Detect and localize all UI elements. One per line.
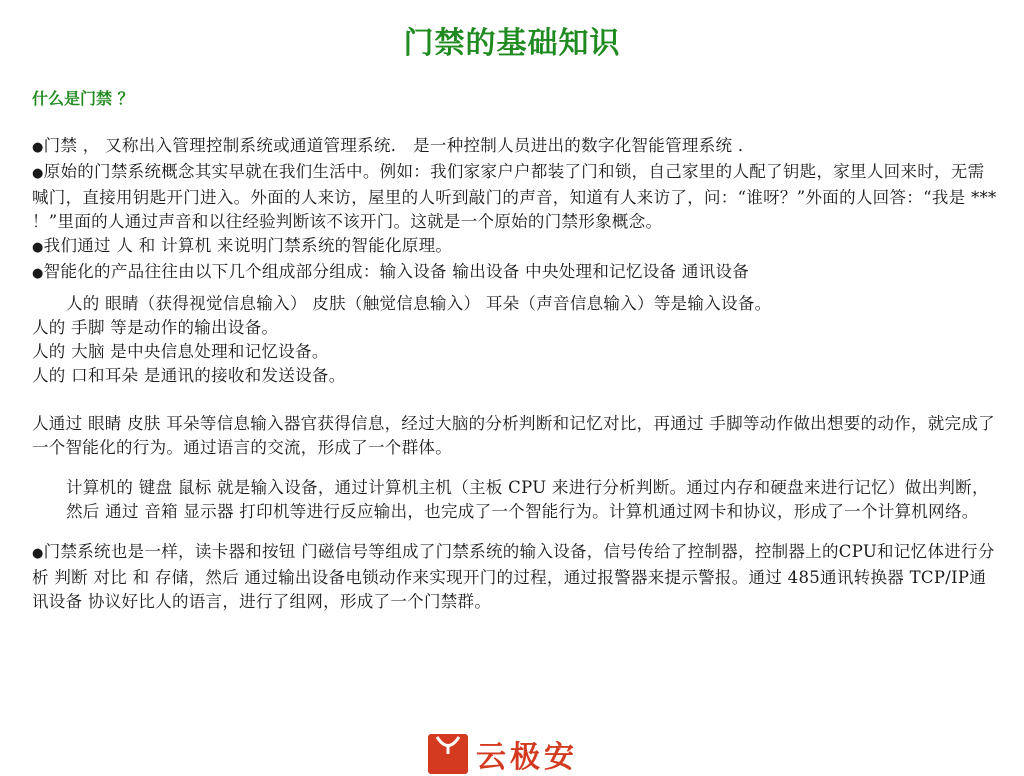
paragraph-definition (32, 134, 997, 160)
paragraph-text: 门禁系统也是一样，读卡器和按钮 门磁信号等组成了门禁系统的输入设备，信号传给了控制器，控制器上的CPU和记忆体进行分析 判断 对比 和 存储，然后 通过输出设备电锁动作来实现开门的过程，通过报警器来提示警报。通过 485通讯转换器 TCP/IP通讯设备 协议好比人的语言，进行了组网，形成了一个门禁群。 (32, 542, 995, 611)
paragraph-human-brain: 人的 大脑 是中央信息处理和记忆设备。 (32, 342, 329, 361)
paragraph-text: 门禁 ， 又称出入管理控制系统或通道管理系统． 是一种控制人员进出的数字化智能管理系统 ． (43, 136, 755, 155)
paragraph-original-concept (32, 160, 997, 234)
paragraph-access-control-system (32, 540, 997, 614)
paragraph-human-input: 人的 眼睛（获得视觉信息输入） 皮肤（触觉信息输入） 耳朵（声音信息输入）等是输入设备。 (66, 294, 772, 313)
footer-logo (428, 736, 578, 775)
yunjian-logo-icon (428, 734, 468, 774)
section-heading: 什么是门禁 ？ (32, 89, 134, 108)
logo-text: 云极安 (476, 740, 578, 775)
paragraph-text: 原始的门禁系统概念其实早就在我们生活中。例如：我们家家户户都装了门和锁，自己家里的人配了钥匙，家里人回来时，无需喊门，直接用钥匙开门进入。外面的人来访，屋里的人听到敲门的声音，知道有人来访了，问：“谁呀？”外面的人回答：“我是 *** ！”里面的人通过声音和以往经验判断该不该开门。这就是一个原始的门禁形象概念。 (32, 162, 997, 231)
paragraph-computer-analogy: 计算机的 键盘 鼠标 就是输入设备，通过计算机主机（主板 CPU 来进行分析判断。通过内存和硬盘来进行记忆）做出判断，然后 通过 音箱 显示器 打印机等进行反应输出，也完成了一个智能行为。计算机通过网卡和协议，形成了一个计算机网络。 (66, 478, 989, 521)
document-body (32, 134, 997, 614)
paragraph-human-communication: 人的 口和耳朵 是通讯的接收和发送设备。 (32, 366, 346, 385)
paragraph-human-summary: 人通过 眼睛 皮肤 耳朵等信息输入器官获得信息，经过大脑的分析判断和记忆对比，再通过 手脚等动作做出想要的动作，就完成了一个智能化的行为。通过语言的交流，形成了一个群体。 (32, 414, 995, 457)
paragraph-text: 我们通过 人 和 计算机 来说明门禁系统的智能化原理。 (43, 236, 453, 255)
paragraph-human-output: 人的 手脚 等是动作的输出设备。 (32, 318, 279, 337)
paragraph-principle-intro (32, 234, 997, 260)
page-title: 门禁的基础知识 (403, 26, 621, 61)
paragraph-text: 智能化的产品往往由以下几个组成部分组成：输入设备 输出设备 中央处理和记忆设备 通讯设备 (43, 262, 750, 281)
paragraph-components (32, 260, 997, 286)
